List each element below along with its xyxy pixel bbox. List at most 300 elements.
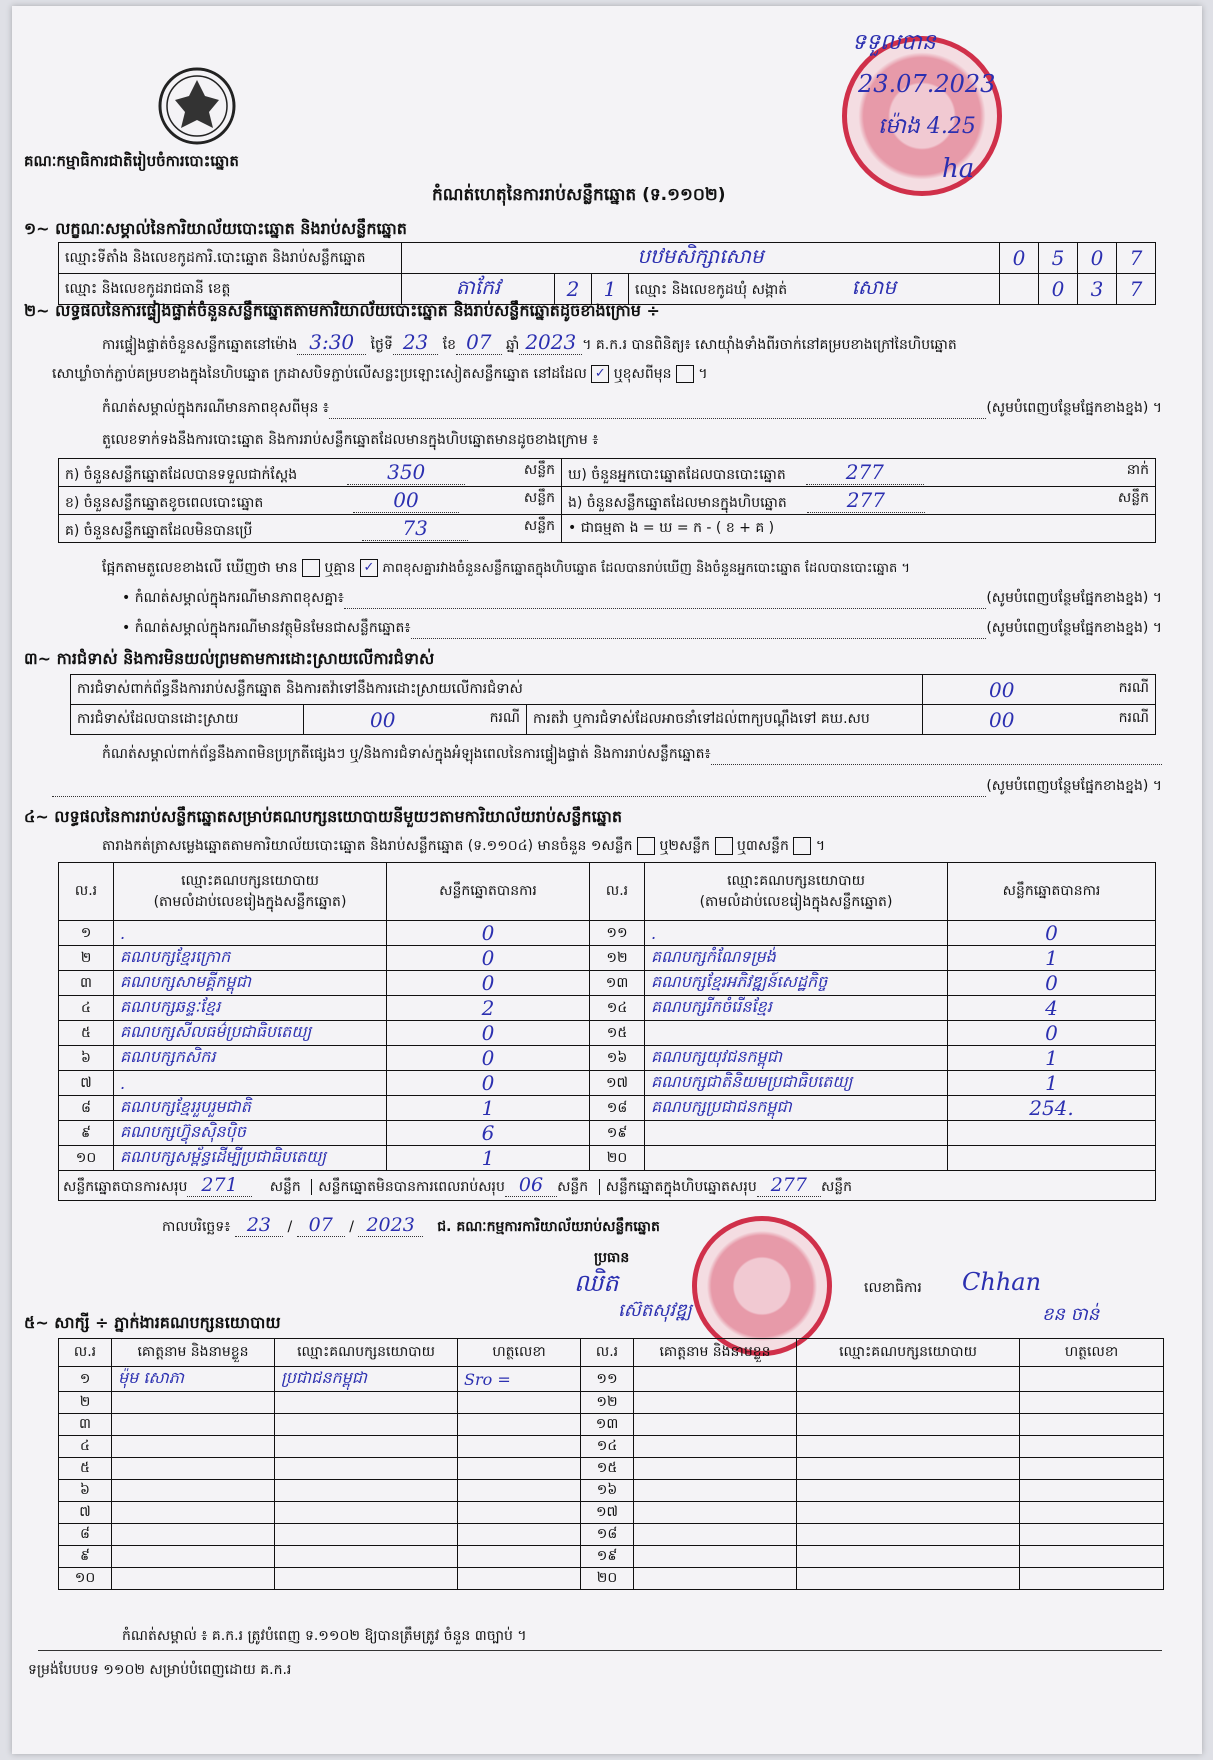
valid-votes: 0 [387, 1071, 590, 1096]
valid-votes: 1 [387, 1096, 590, 1121]
row-number: ១៨ [581, 1524, 634, 1546]
valid-votes: 1 [948, 1071, 1156, 1096]
date-year: 2023 [358, 1214, 422, 1237]
witness-signature[interactable] [1020, 1392, 1164, 1414]
witness-party[interactable] [275, 1502, 458, 1524]
col-votes: សន្លឹកឆ្នោតបានការ [948, 863, 1156, 921]
year-label: ឆ្នាំ [505, 337, 520, 353]
row-number: ១៦ [581, 1480, 634, 1502]
party-name: គណបក្សប្រជាជនកម្ពុជា [645, 1096, 948, 1121]
witness-body [59, 1367, 1164, 1590]
col-party-subtitle: (តាមលំដាប់លេខរៀងក្នុងសន្លឹកឆ្នោត) [699, 893, 893, 910]
irregularity-note-dots-2 [52, 776, 986, 797]
witness-name[interactable] [634, 1392, 797, 1414]
footer-divider [38, 1650, 1162, 1651]
witness-party[interactable] [797, 1480, 1020, 1502]
party-name [645, 1146, 948, 1171]
irregularity-note-line-2 [52, 776, 1162, 797]
irregularity-note-hint: (សូមបំពេញបន្ថែមផ្នែកខាងខ្នង) ។ [986, 778, 1162, 794]
table-row [59, 1458, 1164, 1480]
witness-name[interactable]: ម៉ុម សោភា [112, 1367, 275, 1392]
col-party [645, 863, 948, 921]
witness-party[interactable] [797, 1524, 1020, 1546]
figure-label: គ) ចំនួនសន្លឹកឆ្នោតដែលមិនបានប្រើ [65, 522, 253, 539]
witness-signature[interactable] [458, 1568, 581, 1590]
party-name: គណបក្សសម្ព័ន្ធដើម្បីប្រជាធិបតេយ្យ [114, 1146, 387, 1171]
witness-name[interactable] [112, 1458, 275, 1480]
tally-sheet-line [102, 836, 825, 857]
seal-check-text: សោឃ្លាំចាក់ភ្ជាប់គម្របខាងក្នុងនៃហិបឆ្នោត ក្រដាសបិទភ្ជាប់លើសន្លះប្រឡោះសៀតសន្លឹកឆ្នោត នៅដដែល [52, 366, 587, 382]
complaints-counting-value: 00 [989, 677, 1015, 702]
resolved-label: ការជំទាស់ដែលបានដោះស្រាយ [71, 705, 304, 735]
party-name: គណបក្សយុវជនកម្ពុជា [645, 1046, 948, 1071]
witness-name[interactable] [112, 1480, 275, 1502]
witness-name[interactable] [634, 1546, 797, 1568]
table-row [59, 921, 1156, 946]
table-row [59, 1367, 1164, 1392]
witness-party[interactable] [797, 1568, 1020, 1590]
party-name: . [114, 1071, 387, 1096]
appeal-label: ការតវ៉ា ឬការជំទាស់ដែលអាចនាំទៅដល់ពាក្យបណ្តឹងទៅ គឃ.សប [527, 705, 923, 735]
party-name [645, 1021, 948, 1046]
party-name: គណបក្សរីកចំរើនខ្មែរ [645, 996, 948, 1021]
row-number: ៩ [59, 1546, 112, 1568]
unit: សន្លឹក [269, 1178, 301, 1195]
unchanged-checkbox[interactable]: ✓ [591, 365, 609, 383]
witness-signature[interactable] [458, 1480, 581, 1502]
difference-note-hint: (សូមបំពេញបន្ថែមផ្នែកខាងខ្នង) ។ [986, 400, 1162, 416]
witness-party[interactable] [275, 1480, 458, 1502]
witness-signature[interactable] [458, 1436, 581, 1458]
discrepancy-no-checkbox[interactable]: ✓ [360, 559, 378, 577]
complaints-counting-label: ការជំទាស់ពាក់ព័ន្ធនឹងការរាប់សន្លឹកឆ្នោត និងការតវ៉ាទៅនឹងការដោះស្រាយលើការជំទាស់ [71, 675, 923, 705]
witness-signature[interactable] [1020, 1524, 1164, 1546]
total-valid: 271 [187, 1174, 251, 1197]
complaints-table [70, 674, 1156, 735]
witness-name[interactable] [112, 1502, 275, 1524]
row-number: ១៨ [590, 1096, 645, 1121]
total-invalid: 06 [505, 1174, 557, 1197]
witness-signature[interactable] [458, 1458, 581, 1480]
table-row [59, 1392, 1164, 1414]
three-sheets-checkbox[interactable] [793, 837, 811, 855]
witness-name[interactable] [634, 1502, 797, 1524]
note-object-label: • កំណត់សម្គាល់ក្នុងករណីមានវត្ថុមិនមែនជាសន្លឹកឆ្នោត៖ [122, 620, 411, 636]
witness-signature[interactable]: Sro = [458, 1367, 581, 1392]
witness-name[interactable] [634, 1367, 797, 1392]
section1-heading: ១~ លក្ខណៈសម្គាល់នៃការិយាល័យបោះឆ្នោត និងរាប់សន្លឹកឆ្នោត [24, 219, 407, 238]
col-no: ល.រ [590, 863, 645, 921]
row-number: ៦ [59, 1046, 114, 1071]
secretary-name: ខន ចាន់ [1042, 1304, 1100, 1325]
figure-c-label [59, 515, 562, 543]
col-party [114, 863, 387, 921]
witness-name[interactable] [634, 1480, 797, 1502]
col-no: ល.រ [59, 1339, 112, 1367]
chair-signature: ឈិត [574, 1269, 619, 1297]
voters-voted: 277 [806, 460, 924, 485]
stamp-signature: ha [942, 154, 975, 184]
witness-party[interactable] [797, 1546, 1020, 1568]
commune-label: ឈ្មោះ និងលេខកូដឃុំ សង្កាត់ [635, 282, 788, 298]
row-number: ១០ [59, 1146, 114, 1171]
witness-signature[interactable] [458, 1546, 581, 1568]
witness-party[interactable] [797, 1367, 1020, 1392]
figure-d-label [562, 459, 1156, 487]
row-number: ២ [59, 1392, 112, 1414]
discrepancy-no-label: ឬគ្មាន [324, 560, 356, 576]
witness-name[interactable] [112, 1568, 275, 1590]
col-no: ល.រ [59, 863, 114, 921]
station-code-digit: 0 [1078, 243, 1117, 274]
row-number: ១៣ [581, 1414, 634, 1436]
unit: ករណី [489, 709, 520, 726]
one-sheet-checkbox[interactable] [637, 837, 655, 855]
row-number: ១២ [590, 946, 645, 971]
valid-votes: 0 [387, 1046, 590, 1071]
changed-checkbox[interactable] [676, 365, 694, 383]
row-number: ១ [59, 921, 114, 946]
col-party: ឈ្មោះគណបក្សនយោបាយ [275, 1339, 458, 1367]
note-diff-hint: (សូមបំពេញបន្ថែមផ្នែកខាងខ្នង) ។ [986, 590, 1162, 606]
commune-code-spacer [1000, 274, 1039, 305]
section5-heading: ៥~ សាក្សី ÷ ភ្នាក់ងារគណបក្សនយោបាយ [24, 1313, 281, 1332]
witness-party[interactable]: ប្រជាជនកម្ពុជា [275, 1367, 458, 1392]
witness-signature[interactable] [1020, 1436, 1164, 1458]
discrepancy-yes-checkbox[interactable] [302, 559, 320, 577]
document-sheet [12, 6, 1202, 1754]
valid-votes [948, 1121, 1156, 1146]
stamp-time: ម៉ោង 4.25 [878, 114, 976, 139]
province-name: តាកែវ [402, 274, 555, 305]
party-name: គណបក្សខ្មែរក្រោក [114, 946, 387, 971]
witness-party[interactable] [797, 1392, 1020, 1414]
unused-ballots: 73 [362, 516, 467, 541]
witness-name[interactable] [112, 1392, 275, 1414]
row-number: ៤ [59, 1436, 112, 1458]
resolved-value: 00 [370, 707, 396, 732]
col-party-title: ឈ្មោះគណបក្សនយោបាយ [181, 872, 319, 889]
witness-name[interactable] [634, 1414, 797, 1436]
figure-label: ង) ចំនួនសន្លឹកឆ្នោតដែលមានក្នុងហិបឆ្នោត [568, 494, 787, 511]
witness-signature[interactable] [458, 1524, 581, 1546]
row-number: ៧ [59, 1502, 112, 1524]
row-number: ៦ [59, 1480, 112, 1502]
committee-name: គណៈកម្មាធិការជាតិរៀបចំការបោះឆ្នោត [24, 152, 239, 170]
figure-label: ខ) ចំនួនសន្លឹកឆ្នោតខូចពេលបោះឆ្នោត [65, 494, 264, 511]
note-diff-line [122, 588, 1162, 609]
figure-a-label [59, 459, 562, 487]
col-signature: ហត្ថលេខា [458, 1339, 581, 1367]
party-name: គណបក្សហ៊្វុនស៊ិនប៉ិច [114, 1121, 387, 1146]
party-name: គណបក្សជាតិនិយមប្រជាធិបតេយ្យ [645, 1071, 948, 1096]
stamp-date: 23.07.2023 [858, 70, 996, 98]
col-party: ឈ្មោះគណបក្សនយោបាយ [797, 1339, 1020, 1367]
table-row [59, 1568, 1164, 1590]
counting-committee: ជ. គណៈកម្មការការិយាល័យរាប់សន្លឹកឆ្នោត [437, 1219, 660, 1235]
period: ។ [815, 838, 826, 854]
witness-name[interactable] [634, 1568, 797, 1590]
witness-signature[interactable] [458, 1502, 581, 1524]
witness-name[interactable] [634, 1436, 797, 1458]
row-number: ១៩ [590, 1121, 645, 1146]
verification-time: 3:30 [297, 330, 366, 355]
row-number: ១១ [590, 921, 645, 946]
party-name [645, 1121, 948, 1146]
station-code-digit: 0 [1000, 243, 1039, 274]
discrepancy-text: ភាពខុសគ្នារវាងចំនួនសន្លឹកឆ្នោតក្នុងហិបឆ្នោត ដែលបានរាប់ឃើញ និងចំនួនអ្នកបោះឆ្នោត ដែលបានបោះឆ្នោត ។ [382, 561, 910, 576]
total-box-label: សន្លឹកឆ្នោតក្នុងហិបឆ្នោតសរុប [605, 1178, 757, 1195]
unit: សន្លឹក [820, 1178, 853, 1195]
row-number: ៩ [59, 1121, 114, 1146]
table-row [59, 971, 1156, 996]
discrepancy-line [102, 558, 910, 579]
col-no: ល.រ [581, 1339, 634, 1367]
party-name: . [114, 921, 387, 946]
party-name: គណបក្សខ្មែររួបរួមជាតិ [114, 1096, 387, 1121]
row-number: ៣ [59, 1414, 112, 1436]
table-row [59, 1121, 1156, 1146]
row-number: ៨ [59, 1096, 114, 1121]
witness-name[interactable] [112, 1546, 275, 1568]
footnote: កំណត់សម្គាល់ ៖ គ.ក.រ ត្រូវបំពេញ ទ.១១០២ ឱ្យបានត្រឹមត្រូវ ចំនួន ៣ច្បាប់ ។ [122, 1628, 527, 1644]
table-row [59, 1414, 1164, 1436]
row-number: ៣ [59, 971, 114, 996]
difference-note-label: កំណត់សម្គាល់ក្នុងករណីមានភាពខុសពីមុន ៖ [102, 400, 329, 416]
witness-party[interactable] [275, 1524, 458, 1546]
party-name: គណបក្សសីលធម៌ប្រជាធិបតេយ្យ [114, 1021, 387, 1046]
valid-votes [948, 1146, 1156, 1171]
row-number: ២០ [590, 1146, 645, 1171]
verification-month: 07 [456, 330, 501, 355]
commune-code-digit: 0 [1039, 274, 1078, 305]
province-label: ឈ្មោះ និងលេខកូដរាជធានី ខេត្ត [59, 274, 402, 305]
witness-signature[interactable] [1020, 1480, 1164, 1502]
row-number: ១០ [59, 1568, 112, 1590]
day-label: ថ្ងៃទី [370, 337, 393, 353]
witness-party[interactable] [275, 1436, 458, 1458]
table-row [59, 1480, 1164, 1502]
col-party-title: ឈ្មោះគណបក្សនយោបាយ [727, 872, 865, 889]
row-number: ១៤ [581, 1436, 634, 1458]
witness-signature[interactable] [1020, 1458, 1164, 1480]
verification-text: ការផ្ទៀងផ្ទាត់ចំនួនសន្លឹកឆ្នោតនៅម៉ោង [102, 337, 298, 353]
results-table [58, 862, 1156, 1201]
witness-party[interactable] [275, 1414, 458, 1436]
party-name: គណបក្សឆន្ទៈខ្មែរ [114, 996, 387, 1021]
row-number: ១៧ [581, 1502, 634, 1524]
secretary-signature: Chhan [962, 1268, 1042, 1296]
date-label: កាលបរិច្ឆេទ៖ [162, 1219, 231, 1235]
section1-table [58, 242, 1156, 305]
station-code-digit: 7 [1117, 243, 1156, 274]
party-name: គណបក្សកំណែទម្រង់ [645, 946, 948, 971]
witness-signature[interactable] [458, 1392, 581, 1414]
date-line: កាលបរិច្ឆេទ៖ 23 / 07 / 2023 ជ. គណៈកម្មការការិយាល័យរាប់សន្លឹកឆ្នោត [162, 1214, 660, 1236]
unit: សន្លឹក [523, 517, 555, 534]
appeal-value: 00 [989, 707, 1015, 732]
discrepancy-yes-label: ផ្អែកតាមតួលេខខាងលើ ឃើញថា មាន [102, 560, 298, 576]
unit: សន្លឹក [523, 461, 555, 478]
nec-emblem-icon [157, 66, 237, 146]
col-votes: សន្លឹកឆ្នោតបានការ [387, 863, 590, 921]
col-name: គោត្តនាម និងនាមខ្លួន [634, 1339, 797, 1367]
date-day: 23 [235, 1214, 283, 1237]
valid-votes: 0 [948, 1021, 1156, 1046]
witness-name[interactable] [634, 1458, 797, 1480]
note-diff-dots [344, 588, 986, 609]
complaints-counting-cell [923, 675, 1156, 705]
row-number: ៤ [59, 996, 114, 1021]
commune-label-and-name [629, 274, 1000, 305]
polling-station-label: ឈ្មោះទីតាំង និងលេខកូដការិ.បោះឆ្នោត និងរាប់សន្លឹកឆ្នោត [59, 243, 402, 274]
chair-name: ស៊េតសុវឌ្ឍ [618, 1300, 692, 1321]
witness-name[interactable] [112, 1414, 275, 1436]
valid-votes: 0 [387, 1021, 590, 1046]
unit: សន្លឹក [1117, 489, 1149, 506]
note-object-dots [411, 618, 987, 639]
valid-votes: 0 [948, 921, 1156, 946]
note-object-hint: (សូមបំពេញបន្ថែមផ្នែកខាងខ្នង) ។ [986, 620, 1162, 636]
witness-party[interactable] [275, 1546, 458, 1568]
total-invalid-label: សន្លឹកឆ្នោតមិនបានការពេលរាប់សរុប [318, 1178, 505, 1195]
row-number: ១៣ [590, 971, 645, 996]
station-code-digit: 5 [1039, 243, 1078, 274]
row-number: ៨ [59, 1524, 112, 1546]
unit: សន្លឹក [557, 1178, 589, 1195]
witness-name[interactable] [112, 1436, 275, 1458]
witness-signature[interactable] [458, 1414, 581, 1436]
valid-votes: 0 [387, 946, 590, 971]
section3-heading: ៣~ ការជំទាស់ និងការមិនយល់ព្រមតាមការដោះស្រាយលើការជំទាស់ [24, 649, 435, 668]
verification-year: 2023 [519, 330, 582, 355]
table-row [59, 996, 1156, 1021]
valid-votes: 1 [948, 946, 1156, 971]
table-row [59, 1046, 1156, 1071]
table-row [59, 946, 1156, 971]
table-row [59, 1524, 1164, 1546]
figure-b-label [59, 487, 562, 515]
official-seal [692, 1216, 832, 1356]
witness-party[interactable] [797, 1436, 1020, 1458]
irregularity-note-label: កំណត់សម្គាល់ពាក់ព័ន្ធនឹងភាពមិនប្រក្រតីផ្សេងៗ ឬ/និងការជំទាស់ក្នុងអំឡុងពេលនៃការផ្ទៀងផ្ទាត់ និងការរាប់សន្លឹកឆ្នោត៖ [102, 746, 711, 762]
valid-votes: 2 [387, 996, 590, 1021]
polling-station-name: បឋមសិក្សាសោម [402, 243, 1000, 274]
witness-party[interactable] [275, 1458, 458, 1480]
table-row [59, 1071, 1156, 1096]
witness-party[interactable] [797, 1502, 1020, 1524]
table-row [59, 1502, 1164, 1524]
valid-votes: 1 [387, 1146, 590, 1171]
verification-line-1 [102, 330, 1162, 356]
row-number: ១១ [581, 1367, 634, 1392]
row-number: ៥ [59, 1021, 114, 1046]
witness-party[interactable] [275, 1568, 458, 1590]
chair-label: ប្រធាន [594, 1250, 630, 1266]
tally-sheet-text: តារាងកត់ត្រាសម្លេងឆ្នោតតាមការិយាល័យបោះឆ្នោត និងរាប់សន្លឹកឆ្នោត (ទ.១១០៤) មានចំនួន ១សន្លឹក [102, 838, 633, 854]
col-signature: ហត្ថលេខា [1020, 1339, 1164, 1367]
changed-label: ឬខុសពីមុន [613, 366, 672, 382]
stamp-received-label: ទទួលបាន [852, 30, 936, 55]
valid-votes: 6 [387, 1121, 590, 1146]
verification-day: 23 [393, 330, 438, 355]
witness-party[interactable] [275, 1392, 458, 1414]
three-sheets-label: ឬ៣សន្លឹក [736, 838, 789, 854]
table-row [59, 1546, 1164, 1568]
row-number: ២០ [581, 1568, 634, 1590]
two-sheets-label: ឬ២សន្លឹក [659, 838, 711, 854]
spoiled-ballots: 00 [353, 488, 458, 513]
col-party-subtitle: (តាមលំដាប់លេខរៀងក្នុងសន្លឹកឆ្នោត) [153, 893, 347, 910]
witness-name[interactable] [634, 1524, 797, 1546]
section4-heading: ៤~ លទ្ធផលនៃការរាប់សន្លឹកឆ្នោតសម្រាប់គណបក្សនយោបាយនីមួយៗតាមការិយាល័យរាប់សន្លឹកឆ្នោត [24, 807, 623, 826]
col-name: គោត្តនាម និងនាមខ្លួន [112, 1339, 275, 1367]
row-number: ១៧ [590, 1071, 645, 1096]
table-row [59, 1436, 1164, 1458]
results-body [59, 921, 1156, 1171]
witness-signature[interactable] [1020, 1367, 1164, 1392]
form-footer: ទម្រង់បែបបទ ១១០២ សម្រាប់បំពេញដោយ គ.ក.រ [28, 1662, 292, 1678]
valid-votes: 0 [948, 971, 1156, 996]
ballots-in-box: 277 [807, 488, 925, 513]
unit: នាក់ [1126, 461, 1149, 478]
row-number: ១៤ [590, 996, 645, 1021]
row-number: ៧ [59, 1071, 114, 1096]
row-number: ១ [59, 1367, 112, 1392]
irregularity-note-line [102, 744, 1162, 765]
page-title: កំណត់ហេតុនៃការរាប់សន្លឹកឆ្នោត (ទ.១១០២) [432, 185, 726, 205]
table-row [59, 1021, 1156, 1046]
commune-code-digit: 3 [1078, 274, 1117, 305]
witness-name[interactable] [112, 1524, 275, 1546]
table-row [59, 1096, 1156, 1121]
witness-signature[interactable] [1020, 1546, 1164, 1568]
row-number: ១៦ [590, 1046, 645, 1071]
row-number: ២ [59, 946, 114, 971]
total-box: 277 [757, 1174, 821, 1197]
party-name: គណបក្សកសិករ [114, 1046, 387, 1071]
resolved-cell [304, 705, 527, 735]
totals-row [59, 1171, 1156, 1201]
party-name: គណបក្សខ្មែរអភិវឌ្ឍន៍សេដ្ឋកិច្ច [645, 971, 948, 996]
unit: សន្លឹក [523, 489, 555, 506]
section2-heading: ២~ លទ្ធផលនៃការផ្ទៀងផ្ទាត់ចំនួនសន្លឹកឆ្នោតតាមការិយាល័យបោះឆ្នោត និងរាប់សន្លឹកឆ្នោតដូចខាងក្រោម ÷ [24, 301, 660, 320]
verification-line-2: សោឃ្លាំចាក់ភ្ជាប់គម្របខាងក្នុងនៃហិបឆ្នោត ក្រដាសបិទភ្ជាប់លើសន្លះប្រឡោះសៀតសន្លឹកឆ្នោត នៅដដែល ✓ ឬខុសពីមុន ។ [52, 366, 708, 382]
figure-label: ក) ចំនួនសន្លឹកឆ្នោតដែលបានទទួលជាក់ស្តែង [65, 466, 298, 483]
secretary-label: លេខាធិការ [864, 1280, 922, 1296]
row-number: ១៩ [581, 1546, 634, 1568]
note-diff-label: • កំណត់សម្គាល់ក្នុងករណីមានភាពខុសគ្នា៖ [122, 590, 344, 606]
valid-votes: 1 [948, 1046, 1156, 1071]
valid-votes: 254. [948, 1096, 1156, 1121]
witness-party[interactable] [797, 1458, 1020, 1480]
province-code-digit: 2 [555, 274, 592, 305]
witness-signature[interactable] [1020, 1414, 1164, 1436]
total-valid-label: សន្លឹកឆ្នោតបានការសរុប [63, 1178, 188, 1195]
figures-table [58, 458, 1156, 543]
row-number: ១២ [581, 1392, 634, 1414]
table-row [59, 1146, 1156, 1171]
witness-table [58, 1338, 1164, 1590]
witness-signature[interactable] [1020, 1568, 1164, 1590]
note-object-line [122, 618, 1162, 639]
row-number: ១៥ [581, 1458, 634, 1480]
difference-note-dots [329, 398, 986, 419]
witness-signature[interactable] [1020, 1502, 1164, 1524]
two-sheets-checkbox[interactable] [715, 837, 733, 855]
witness-party[interactable] [797, 1414, 1020, 1436]
party-name: . [645, 921, 948, 946]
